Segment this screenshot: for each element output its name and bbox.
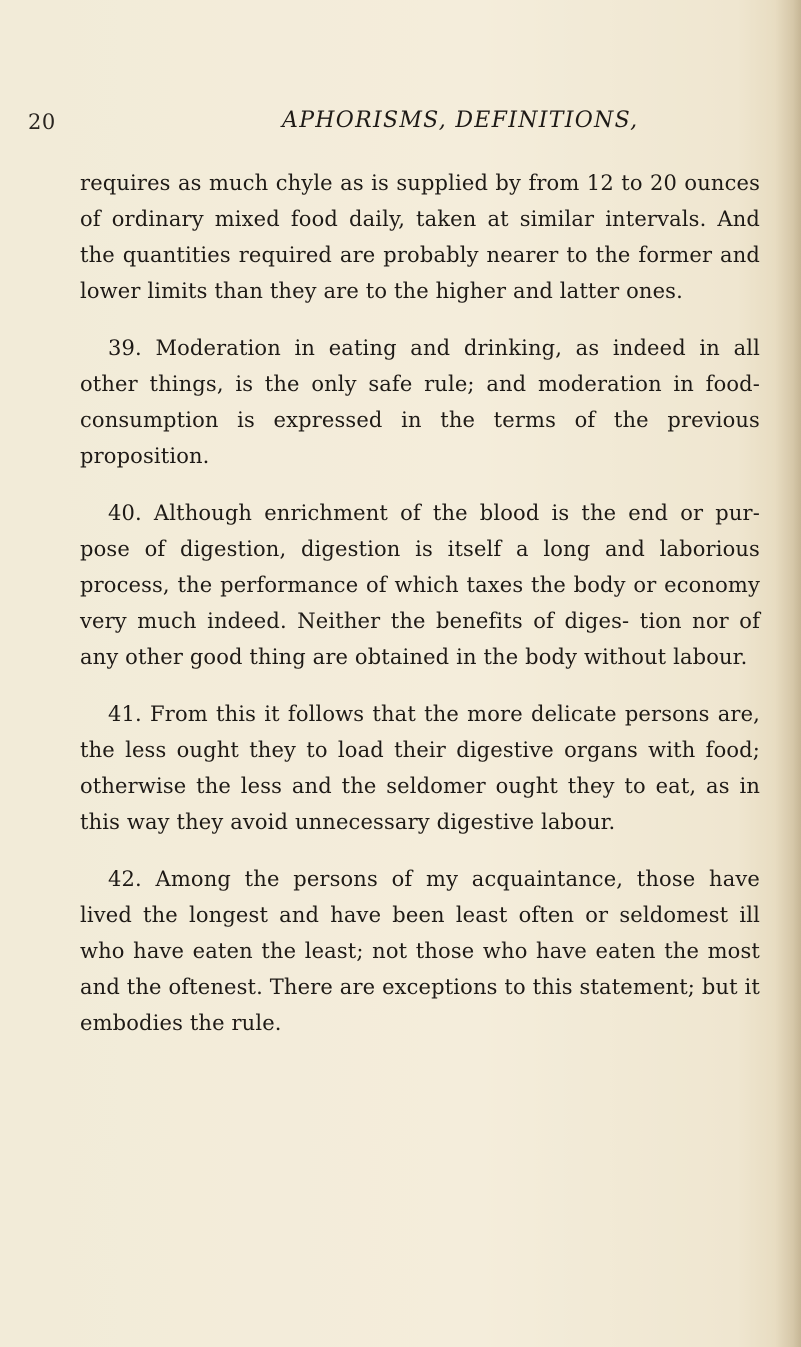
paragraph-39: 39. Moderation in eating and drinking, as indeed in all other things, is the only safe rule; and moderation in food-consumption is expressed in the terms of the previous proposition. <box>80 336 760 468</box>
paragraph-40: 40. Although enrichment of the blood is the end or pur- pose of digestion, digestion is itself a long and laborious process, the performance of which taxes the body or economy very much indeed. Neither the benefits of diges- tion nor of any other good thing are obtained in the body without labour. <box>80 501 760 669</box>
paragraph-continued: requires as much chyle as is supplied by from 12 to 20 ounces of ordinary mixed food daily, taken at similar intervals. And the quantities required are probably nearer to the former and lower limits than they are to the higher and latter ones. <box>80 171 760 303</box>
page-number: 20 <box>28 110 56 134</box>
paragraph-41: 41. From this it follows that the more delicate persons are, the less ought they to load their digestive organs with food; otherwise the less and the seldomer ought they to eat, as in this way they avoid unnecessary digestive labour. <box>80 702 760 834</box>
body-text <box>80 165 760 1041</box>
running-head: APHORISMS, DEFINITIONS, <box>282 108 639 133</box>
paragraph-42: 42. Among the persons of my acquaintance, those have lived the longest and have been least often or seldomest ill who have eaten the least; not those who have eaten the most and the oftenest. There are exceptions to this statement; but it embodies the rule. <box>80 867 760 1035</box>
page-edge-shadow <box>775 0 801 1347</box>
page-header <box>0 103 801 139</box>
